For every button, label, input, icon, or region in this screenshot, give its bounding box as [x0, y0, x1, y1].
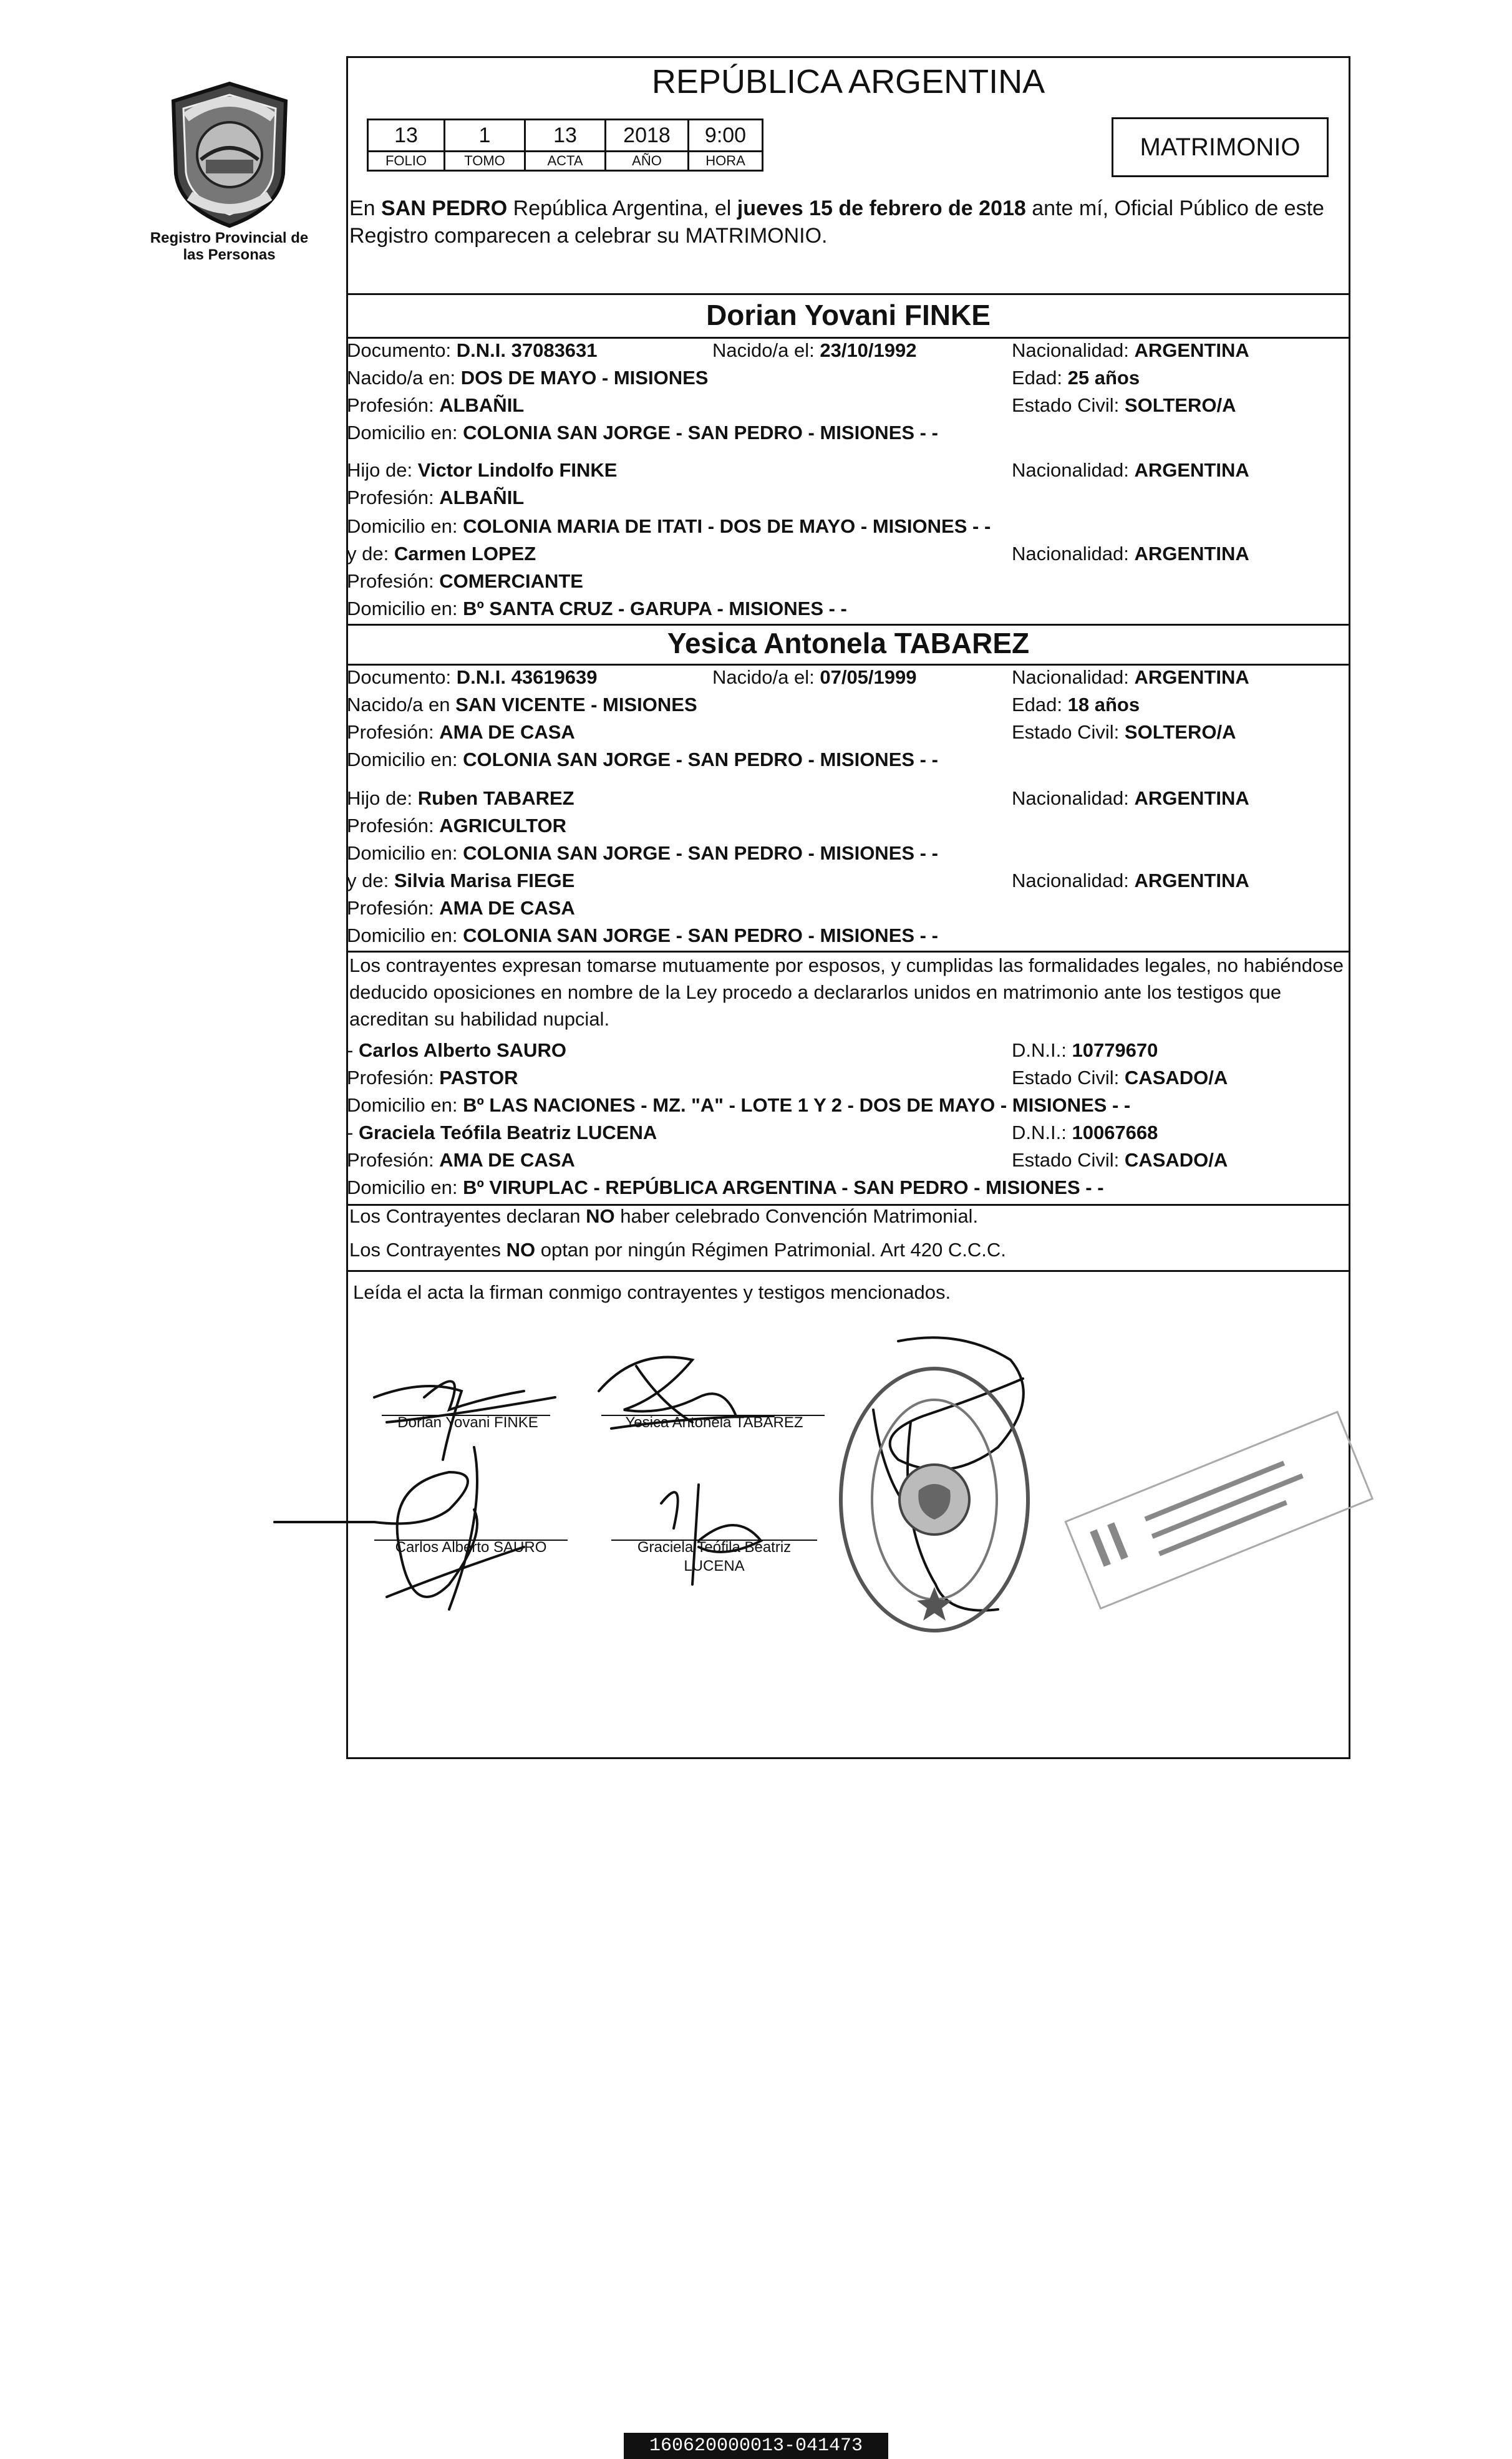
witness2-name: - Graciela Teófila Beatriz LUCENA — [347, 1122, 657, 1143]
groom-birth-date: Nacido/a el: 23/10/1992 — [712, 339, 917, 361]
divider — [346, 337, 1350, 339]
folio-value: 13 — [368, 120, 445, 152]
bride-father-profession: Profesión: AGRICULTOR — [347, 815, 566, 837]
groom-age: Edad: 25 años — [1012, 367, 1140, 389]
bride-civil-status: Estado Civil: SOLTERO/A — [1012, 721, 1236, 743]
bride-mother-address: Domicilio en: COLONIA SAN JORGE - SAN PEDRO - MISIONES - - — [347, 924, 938, 946]
registry-logo — [161, 80, 298, 230]
bride-birth-date: Nacido/a el: 07/05/1999 — [712, 666, 917, 688]
groom-mother-profession: Profesión: COMERCIANTE — [347, 570, 583, 592]
folio-label: FOLIO — [368, 152, 445, 171]
witness2-signature-label: Graciela Teófila Beatriz LUCENA — [637, 1539, 792, 1574]
closing-text: Leída el acta la firman conmigo contrayentes y testigos mencionados. — [353, 1281, 951, 1303]
groom-name: Dorian Yovani FINKE — [706, 299, 991, 331]
divider — [346, 624, 1350, 626]
witness2-civil-status: Estado Civil: CASADO/A — [1012, 1149, 1228, 1171]
bride-mother-nationality: Nacionalidad: ARGENTINA — [1012, 870, 1249, 891]
country-title: REPÚBLICA ARGENTINA — [651, 63, 1045, 100]
anio-value: 2018 — [606, 120, 689, 152]
groom-civil-status: Estado Civil: SOLTERO/A — [1012, 394, 1236, 416]
bride-signature — [599, 1357, 773, 1428]
groom-birth-place: Nacido/a en: DOS DE MAYO - MISIONES — [347, 367, 709, 389]
delegation-seal — [828, 1356, 1040, 1643]
witness1-signature — [274, 1447, 524, 1609]
declaration-text: Los contrayentes expresan tomarse mutuamente por esposos, y cumplidas las formalidades legales, no habiéndose deducido oposiciones en nombre de la Ley procedo a declararlos unidos en matrimonio ante los testigos que acreditan su habilidad nupcial. — [349, 954, 1344, 1030]
intro-place: SAN PEDRO — [381, 196, 508, 220]
groom-signature — [374, 1381, 555, 1460]
groom-address: Domicilio en: COLONIA SAN JORGE - SAN PEDRO - MISIONES - - — [347, 422, 938, 444]
bride-father-nationality: Nacionalidad: ARGENTINA — [1012, 787, 1249, 809]
witness1-profession: Profesión: PASTOR — [347, 1067, 518, 1089]
groom-father-profession: Profesión: ALBAÑIL — [347, 487, 525, 508]
bride-nationality: Nacionalidad: ARGENTINA — [1012, 666, 1249, 688]
groom-mother: y de: Carmen LOPEZ — [347, 543, 536, 565]
bride-address: Domicilio en: COLONIA SAN JORGE - SAN PEDRO - MISIONES - - — [347, 749, 938, 770]
groom-signature-label: Dorian Yovani FINKE — [397, 1414, 538, 1431]
witness1-dni: D.N.I.: 10779670 — [1012, 1039, 1158, 1061]
record-table — [367, 119, 763, 172]
bride-document: Documento: D.N.I. 43619639 — [347, 666, 598, 688]
bride-profession: Profesión: AMA DE CASA — [347, 721, 575, 743]
groom-father-nationality: Nacionalidad: ARGENTINA — [1012, 459, 1249, 481]
witness2-profession: Profesión: AMA DE CASA — [347, 1149, 575, 1171]
acta-value: 13 — [525, 120, 606, 152]
witness1-civil-status: Estado Civil: CASADO/A — [1012, 1067, 1228, 1089]
intro-date: jueves 15 de febrero de 2018 — [737, 196, 1026, 220]
bride-signature-label: Yesica Antonela TABAREZ — [625, 1414, 803, 1431]
groom-nationality: Nacionalidad: ARGENTINA — [1012, 339, 1249, 361]
intro-paragraph: En SAN PEDRO República Argentina, el jueves 15 de febrero de 2018 ante mí, Oficial Público de este Registro comparecen a celebrar su MATRIMONIO. — [349, 196, 1324, 248]
document-code: 160620000013-041473 — [624, 2433, 888, 2459]
divider — [346, 664, 1350, 666]
tomo-value: 1 — [445, 120, 525, 152]
groom-mother-nationality: Nacionalidad: ARGENTINA — [1012, 543, 1249, 565]
witness1-signature-label: Carlos Alberto SAURO — [395, 1539, 547, 1556]
bride-age: Edad: 18 años — [1012, 694, 1140, 715]
registry-label: Registro Provincial de las Personas — [150, 230, 309, 263]
groom-document: Documento: D.N.I. 37083631 — [347, 339, 598, 361]
witness2-dni: D.N.I.: 10067668 — [1012, 1122, 1158, 1143]
divider — [346, 1270, 1350, 1272]
tomo-label: TOMO — [445, 152, 525, 171]
acta-label: ACTA — [525, 152, 606, 171]
bride-father-address: Domicilio en: COLONIA SAN JORGE - SAN PEDRO - MISIONES - - — [347, 842, 938, 864]
witness1-name: - Carlos Alberto SAURO — [347, 1039, 566, 1061]
groom-father: Hijo de: Victor Lindolfo FINKE — [347, 459, 618, 481]
groom-mother-address: Domicilio en: Bº SANTA CRUZ - GARUPA - MISIONES - - — [347, 598, 847, 619]
bride-name: Yesica Antonela TABAREZ — [667, 627, 1030, 659]
witness2-signature — [661, 1485, 761, 1584]
bride-father: Hijo de: Ruben TABAREZ — [347, 787, 574, 809]
regime-note: Los Contrayentes NO optan por ningún Régimen Patrimonial. Art 420 C.C.C. — [349, 1239, 1006, 1261]
act-type-box: MATRIMONIO — [1112, 117, 1329, 177]
bride-birth-place: Nacido/a en SAN VICENTE - MISIONES — [347, 694, 697, 715]
bride-mother: y de: Silvia Marisa FIEGE — [347, 870, 575, 891]
divider — [346, 293, 1350, 295]
hora-label: HORA — [689, 152, 763, 171]
groom-father-address: Domicilio en: COLONIA MARIA DE ITATI - DOS DE MAYO - MISIONES - - — [347, 515, 991, 537]
convention-note: Los Contrayentes declaran NO haber celebrado Convención Matrimonial. — [349, 1205, 979, 1227]
anio-label: AÑO — [606, 152, 689, 171]
witness1-address: Domicilio en: Bº LAS NACIONES - MZ. "A" - LOTE 1 Y 2 - DOS DE MAYO - MISIONES - - — [347, 1094, 1131, 1116]
groom-profession: Profesión: ALBAÑIL — [347, 394, 525, 416]
hora-value: 9:00 — [689, 120, 763, 152]
bride-mother-profession: Profesión: AMA DE CASA — [347, 897, 575, 919]
witness2-address: Domicilio en: Bº VIRUPLAC - REPÚBLICA ARGENTINA - SAN PEDRO - MISIONES - - — [347, 1176, 1104, 1198]
official-stamp — [1054, 1410, 1403, 1609]
